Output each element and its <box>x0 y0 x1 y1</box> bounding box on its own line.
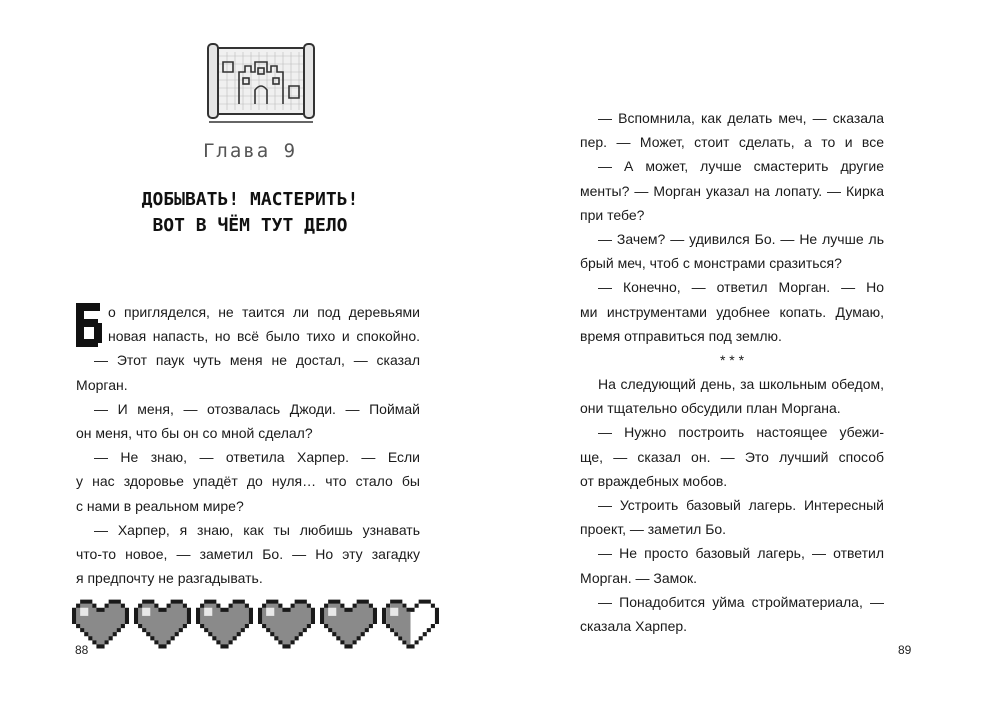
right-line: — Не просто базовый лагерь, — ответил <box>598 545 884 562</box>
left-line: он меня, что бы он со мной сделал? <box>76 424 313 441</box>
left-line: новая напасть, но всё было тихо и спокойно. <box>108 328 420 345</box>
chapter-title <box>0 187 500 239</box>
left-line: — Не знаю, — ответила Харпер. — Если <box>94 449 420 466</box>
svg-text:Б: Б <box>88 332 90 334</box>
right-line: Морган. — Замок. <box>580 569 698 586</box>
right-line: — Устроить базовый лагерь. Интересный <box>598 497 884 513</box>
right-line: — Зачем? — удивился Бо. — Не лучше ль <box>598 230 884 247</box>
right-line: брый меч, чтоб с монстрами сразиться? <box>580 255 842 272</box>
right-line: ми инструментами удобнее копать. Думаю, <box>580 303 884 320</box>
right-line: они тщательно обсудили план Моргана. <box>580 400 841 417</box>
left-line: с нами в реальном мире? <box>76 497 244 514</box>
left-line: — Харпер, я знаю, как ты любишь узнавать <box>94 521 420 538</box>
heart-full-icon <box>134 594 191 650</box>
left-line: — Этот паук чуть меня не достал, — сказал <box>94 352 420 369</box>
left-line: Морган. <box>76 376 128 393</box>
chapter-title-line-2: ВОТ В ЧЁМ ТУТ ДЕЛО <box>152 215 348 236</box>
left-line: я предпочту не разгадывать. <box>76 570 263 587</box>
right-line: проект, — заметил Бо. <box>580 521 727 538</box>
health-hearts <box>72 594 442 650</box>
heart-full-icon <box>196 594 253 650</box>
chapter-title-line-1: ДОБЫВАТЬ! МАСТЕРИТЬ! <box>141 189 359 210</box>
right-line: — Нужно построить настоящее убежи- <box>598 424 884 441</box>
heart-full-icon <box>258 594 315 650</box>
right-line: — Вспомнила, как делать меч, — сказала <box>598 110 884 126</box>
heart-full-icon <box>320 594 377 650</box>
right-line: На следующий день, за школьным обедом, <box>598 376 884 393</box>
right-page <box>500 0 1000 717</box>
right-line: время отправиться под землю. <box>580 327 782 344</box>
right-line: пер. — Может, стоит сделать, а то и все <box>580 134 884 151</box>
page-number: 89 <box>898 643 912 657</box>
left-line: — И меня, — отозвалась Джоди. — Поймай <box>94 400 420 417</box>
chapter-label: Глава 9 <box>202 140 298 162</box>
right-line: — Понадобится уйма стройматериала, — <box>598 593 884 610</box>
heart-half-icon <box>382 594 439 650</box>
right-body-text <box>580 106 884 638</box>
right-line: менты? — Морган указал на лопату. — Кирка <box>580 182 884 199</box>
heart-full-icon <box>72 594 129 650</box>
page-number: 88 <box>75 643 89 657</box>
right-line: ще, — сказал он. — Это лучший способ <box>580 448 884 465</box>
right-line: при тебе? <box>580 206 645 223</box>
castle-map-icon <box>205 42 317 124</box>
right-line: от враждебных мобов. <box>580 472 728 489</box>
left-line: о пригляделся, не таится ли под деревьями <box>108 304 420 320</box>
left-line: что-то новое, — заметил Бо. — Но эту загадку <box>76 545 420 562</box>
right-line: — А может, лучше смастерить другие <box>598 158 884 175</box>
right-line: — Конечно, — ответил Морган. — Но <box>598 279 884 296</box>
dropcap-letter <box>76 303 102 347</box>
section-break: * * * <box>719 351 745 368</box>
left-line: у нас здоровье упадёт до нуля… что стало бы <box>76 473 420 490</box>
left-body-text <box>76 300 420 590</box>
right-line: сказала Харпер. <box>580 617 688 634</box>
